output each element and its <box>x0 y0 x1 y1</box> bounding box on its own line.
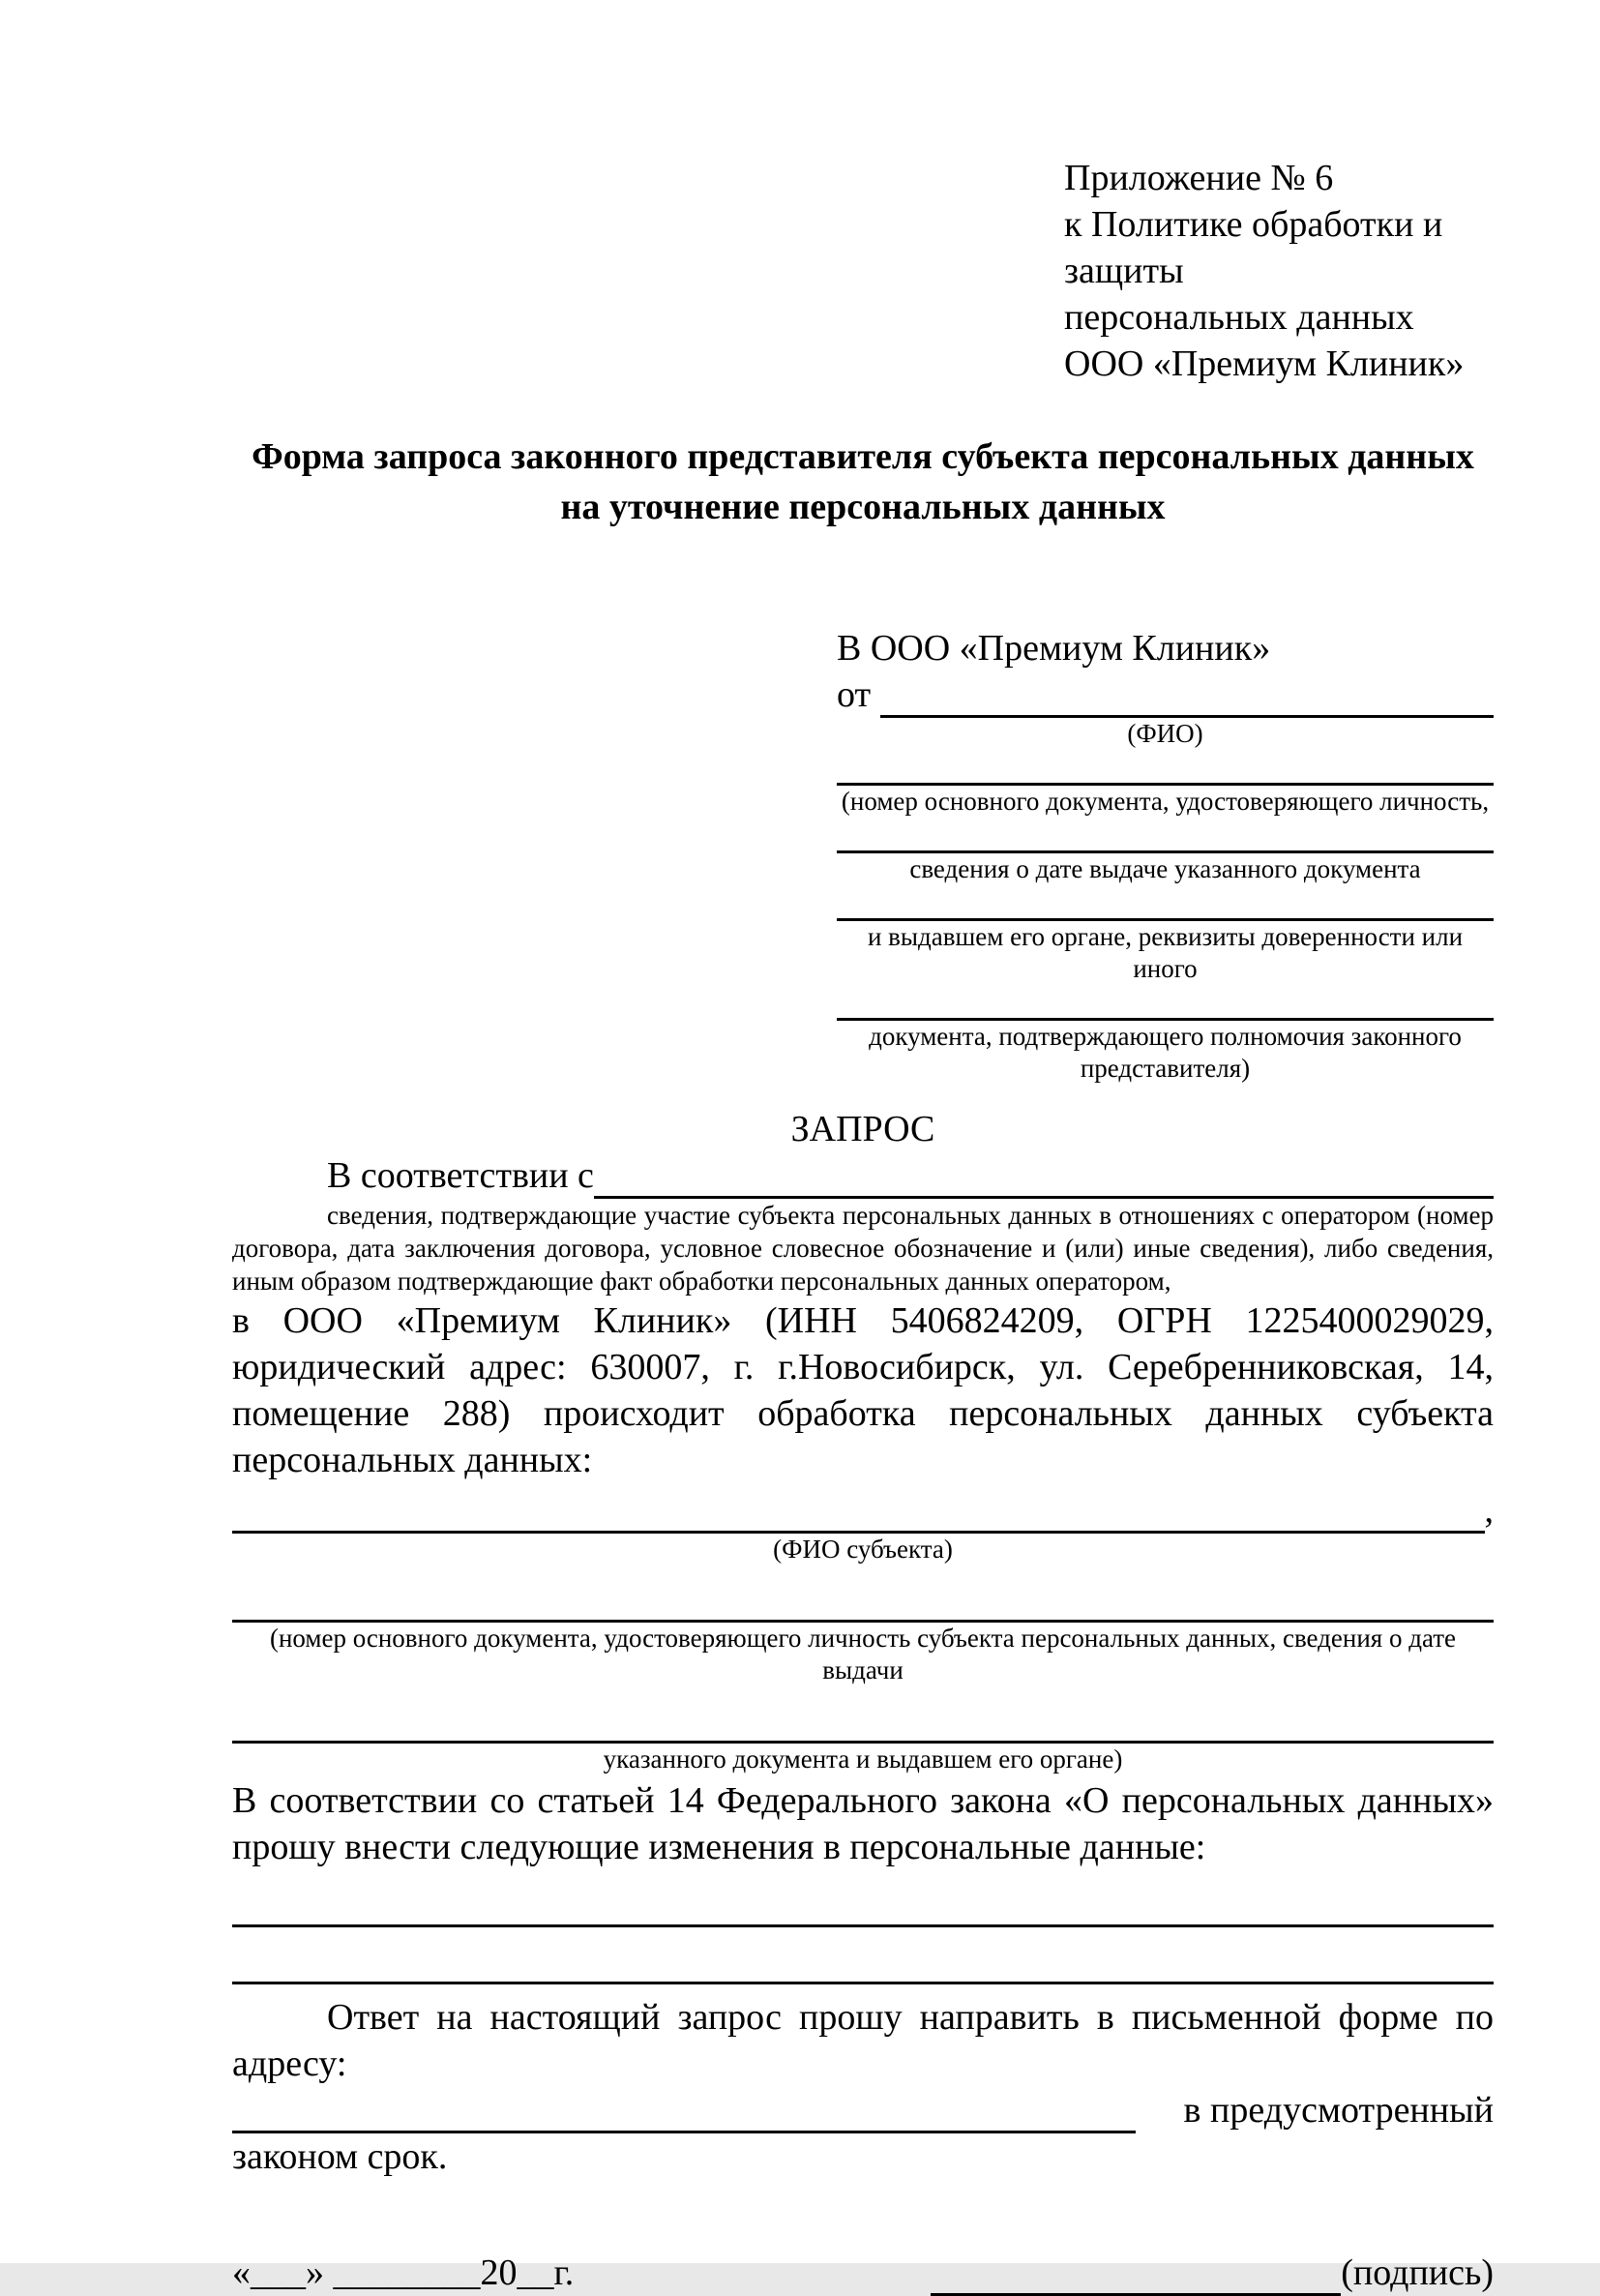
subject-fio-row <box>232 1487 1494 1534</box>
subject-doc-input-line-2[interactable] <box>232 1715 1494 1744</box>
appendix-policy-line1: к Политике обработки и защиты <box>1064 204 1443 291</box>
doc-line-group <box>837 1018 1494 1085</box>
doc-caption-1: (номер основного документа, удостоверяющего личность, <box>841 787 1490 816</box>
answer-word-v: в <box>1183 2090 1201 2131</box>
operator-paragraph: в ООО «Премиум Клиник» (ИНН 5406824209, ОГРН 1225400029029, юридический адрес: 630007, г. г.Новосибирск, ул. Серебренниковская, 14, помещение 288) происходит обработка персональных данных субъекта персональных данных: <box>232 1300 1494 1480</box>
changes-input-line-2[interactable] <box>232 1982 1494 1984</box>
trailing-comma: , <box>1484 1490 1494 1531</box>
from-label: от <box>837 674 880 715</box>
subject-fio-caption: (ФИО субъекта) <box>773 1535 953 1564</box>
signature-caption: (подпись) <box>1341 2252 1494 2293</box>
doc-caption-4: документа, подтверждающего полномочия законного представителя) <box>869 1022 1462 1083</box>
appendix-number: Приложение № 6 <box>1064 158 1334 198</box>
doc-line-group <box>837 850 1494 885</box>
page-title-line2: на уточнение персональных данных <box>560 487 1166 527</box>
addressee-block <box>837 625 1494 1085</box>
doc-line-group <box>837 783 1494 818</box>
addressee-to: В ООО «Премиум Клиник» <box>837 628 1271 669</box>
accordance-label: В соответствии с <box>327 1155 594 1196</box>
subject-doc-group <box>232 1715 1494 1775</box>
page-title <box>232 432 1494 532</box>
address-input-line[interactable] <box>232 2088 1136 2133</box>
subject-fio-input-line[interactable] <box>232 1488 1485 1534</box>
subject-doc-caption-1: (номер основного документа, удостоверяющего личность субъекта персональных данных, сведения о дате выдачи <box>269 1624 1457 1685</box>
appendix-company: ООО «Премиум Клиник» <box>1064 343 1465 384</box>
request-heading: ЗАПРОС <box>790 1109 935 1149</box>
fio-caption: (ФИО) <box>1127 719 1203 748</box>
answer-word-predusmotrenny: предусмотренный <box>1210 2090 1494 2131</box>
answer-paragraph-line1: Ответ на настоящий запрос прошу направить в письменной форме по адресу: <box>232 1997 1494 2084</box>
footer-row <box>232 2250 1494 2296</box>
law-paragraph: В соответствии со статьей 14 Федерального закона «О персональных данных» прошу внести следующие изменения в персональные данные: <box>232 1780 1494 1867</box>
appendix-header <box>1064 155 1494 387</box>
date-blank[interactable]: «___» ________20__г. <box>232 2252 575 2293</box>
doc-caption-3: и выдавшем его органе, реквизиты доверенности или иного <box>867 922 1464 983</box>
doc-line-group <box>837 918 1494 985</box>
appendix-policy-line2: персональных данных <box>1064 297 1414 338</box>
accordance-input-line[interactable] <box>594 1157 1494 1199</box>
subject-doc-caption-2: указанного документа и выдавшем его органе) <box>603 1744 1123 1774</box>
answer-paragraph-line3: законом срок. <box>232 2136 448 2177</box>
subject-doc-input-line-1[interactable] <box>232 1595 1494 1623</box>
signature-input-line[interactable] <box>931 2254 1341 2296</box>
signature-block <box>931 2250 1494 2296</box>
changes-input-line-1[interactable] <box>232 1924 1494 1927</box>
subject-doc-group <box>232 1595 1494 1686</box>
page-title-line1: Форма запроса законного представителя субъекта персональных данных <box>252 436 1474 477</box>
accordance-caption: сведения, подтверждающие участие субъекта персональных данных в отношениях с оператором (номер договора, дата заключения договора, условное словесное обозначение и (или) иные сведения), либо сведения, иным образом подтверждающие факт обработки персональных данных оператором, <box>232 1201 1494 1296</box>
fio-input-line[interactable] <box>880 676 1494 718</box>
answer-address-row <box>232 2087 1494 2133</box>
addressee-from-row <box>837 671 1494 718</box>
doc-caption-2: сведения о дате выдаче указанного документа <box>909 854 1421 883</box>
accordance-row <box>232 1152 1494 1199</box>
